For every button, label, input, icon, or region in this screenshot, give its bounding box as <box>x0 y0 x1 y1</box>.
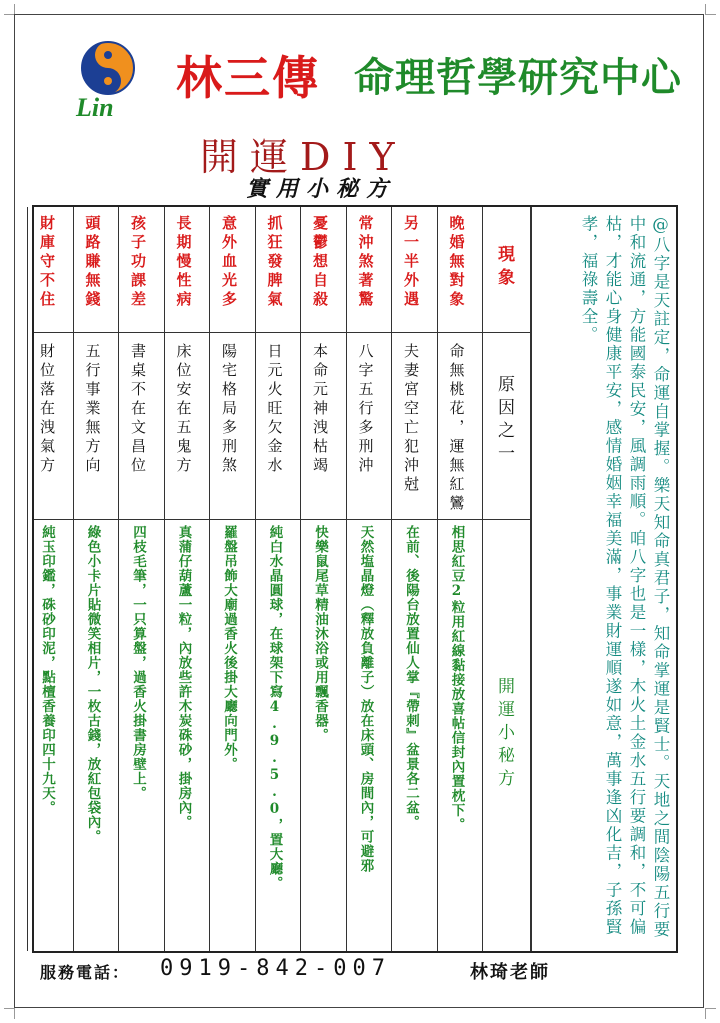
remedy-cell: 綠色小卡片貼微笑相片，一枚古錢，放紅包袋內。 <box>84 525 101 844</box>
yin-yang-logo-icon <box>60 36 150 120</box>
column-divider <box>346 207 347 951</box>
cause-cell: 陽宅格局多刑煞 <box>220 343 238 476</box>
logo-lin-text: Lin <box>76 93 114 120</box>
cause-cell: 書桌不在文昌位 <box>129 343 147 476</box>
cause-cell: 五行事業無方向 <box>83 343 102 476</box>
phenomenon-cell: 另一半外遇 <box>402 215 420 310</box>
column-divider <box>209 207 210 951</box>
column-divider <box>73 207 74 951</box>
column-divider <box>482 207 483 951</box>
cause-cell: 夫妻宮空亡犯沖尅 <box>402 343 420 495</box>
remedy-table <box>32 205 678 953</box>
column-divider <box>530 207 532 951</box>
center-name: 林三傳 <box>176 51 320 105</box>
phone-number: 0919-842-007 <box>160 956 391 981</box>
cause-cell: 命無桃花，運無紅鸞 <box>447 343 466 514</box>
column-divider <box>118 207 119 951</box>
remedy-cell: 天然塩晶燈（釋放負離子）放在床頭、房間內，可避邪 <box>357 525 374 873</box>
remedy-cell: 真蒲仔葫蘆一粒，內放些許木炭硃砂，掛房內。 <box>175 525 192 830</box>
phenomenon-cell: 意外血光多 <box>220 215 238 310</box>
subtitle: 實用小秘方 <box>246 176 397 202</box>
phenomenon-cell: 憂鬱想自殺 <box>311 215 329 310</box>
cause-cell: 財位落在洩氣方 <box>38 343 56 476</box>
column-divider <box>255 207 256 951</box>
phenomenon-cell: 抓狂發脾氣 <box>265 215 284 310</box>
intro-text: @八字是天註定，命運自掌握。樂天知命真君子，知命掌運是賢士。天地之間陰陽五行要中和流通，方能國泰民安，風調雨順。咱八字也是一樣，木火土金水五行要調和，不可偏枯，才能心身健康平安，感情婚姻幸福美滿，事業財運順遂如意，萬事逢凶化吉，子孫賢孝，福祿壽全。 <box>579 215 670 939</box>
phenomenon-cell: 長期慢性病 <box>174 215 193 310</box>
column-divider <box>27 207 28 951</box>
phenomenon-cell: 孩子功課差 <box>129 215 147 310</box>
cause-cell: 八字五行多刑沖 <box>356 343 375 476</box>
cause-cell: 日元火旺欠金水 <box>265 343 284 476</box>
crop-mark <box>705 1008 716 1019</box>
remedy-cell: 四枝毛筆，一只算盤，過香火掛書房壁上。 <box>130 525 146 801</box>
column-divider <box>300 207 301 951</box>
column-divider <box>391 207 392 951</box>
remedy-cell: 純白水晶圓球，在球架下寫4.9.5.0，置大廳。 <box>266 525 283 891</box>
teacher-name: 林琦老師 <box>470 962 550 983</box>
crop-mark <box>705 4 716 15</box>
phenomenon-cell: 頭路賺無錢 <box>83 215 102 310</box>
row-divider <box>34 332 530 333</box>
label-remedy: 開運小秘方 <box>494 677 514 792</box>
column-divider <box>164 207 165 951</box>
crop-mark <box>4 1008 15 1019</box>
cause-cell: 床位安在五鬼方 <box>174 343 193 476</box>
center-subtitle: 命理哲學研究中心 <box>354 54 682 101</box>
phenomenon-cell: 常沖煞著驚 <box>356 215 375 310</box>
column-divider <box>437 207 438 951</box>
label-phenomenon: 現象 <box>494 245 514 291</box>
remedy-cell: 相思紅豆2粒用紅線黏接放喜帖信封內置枕下。 <box>448 525 465 832</box>
phenomenon-cell: 晚婚無對象 <box>447 215 466 310</box>
remedy-cell: 快樂鼠尾草精油沐浴或用飄香器。 <box>312 525 328 743</box>
phenomenon-cell: 財庫守不住 <box>38 215 56 310</box>
headline: 開運DIY <box>200 135 407 179</box>
row-divider <box>34 519 530 520</box>
remedy-cell: 羅盤吊飾大廟過香火後掛大廳向門外。 <box>221 525 237 772</box>
label-cause: 原因之一 <box>494 375 514 467</box>
remedy-cell: 純玉印鑑，硃砂印泥，點檀香養印四十九天。 <box>39 525 55 815</box>
cause-cell: 本命元神洩枯竭 <box>311 343 329 476</box>
remedy-cell: 在前、後陽台放置仙人掌『帶刺』盆景各二盆。 <box>403 525 419 830</box>
phone-label: 服務電話： <box>40 963 131 982</box>
